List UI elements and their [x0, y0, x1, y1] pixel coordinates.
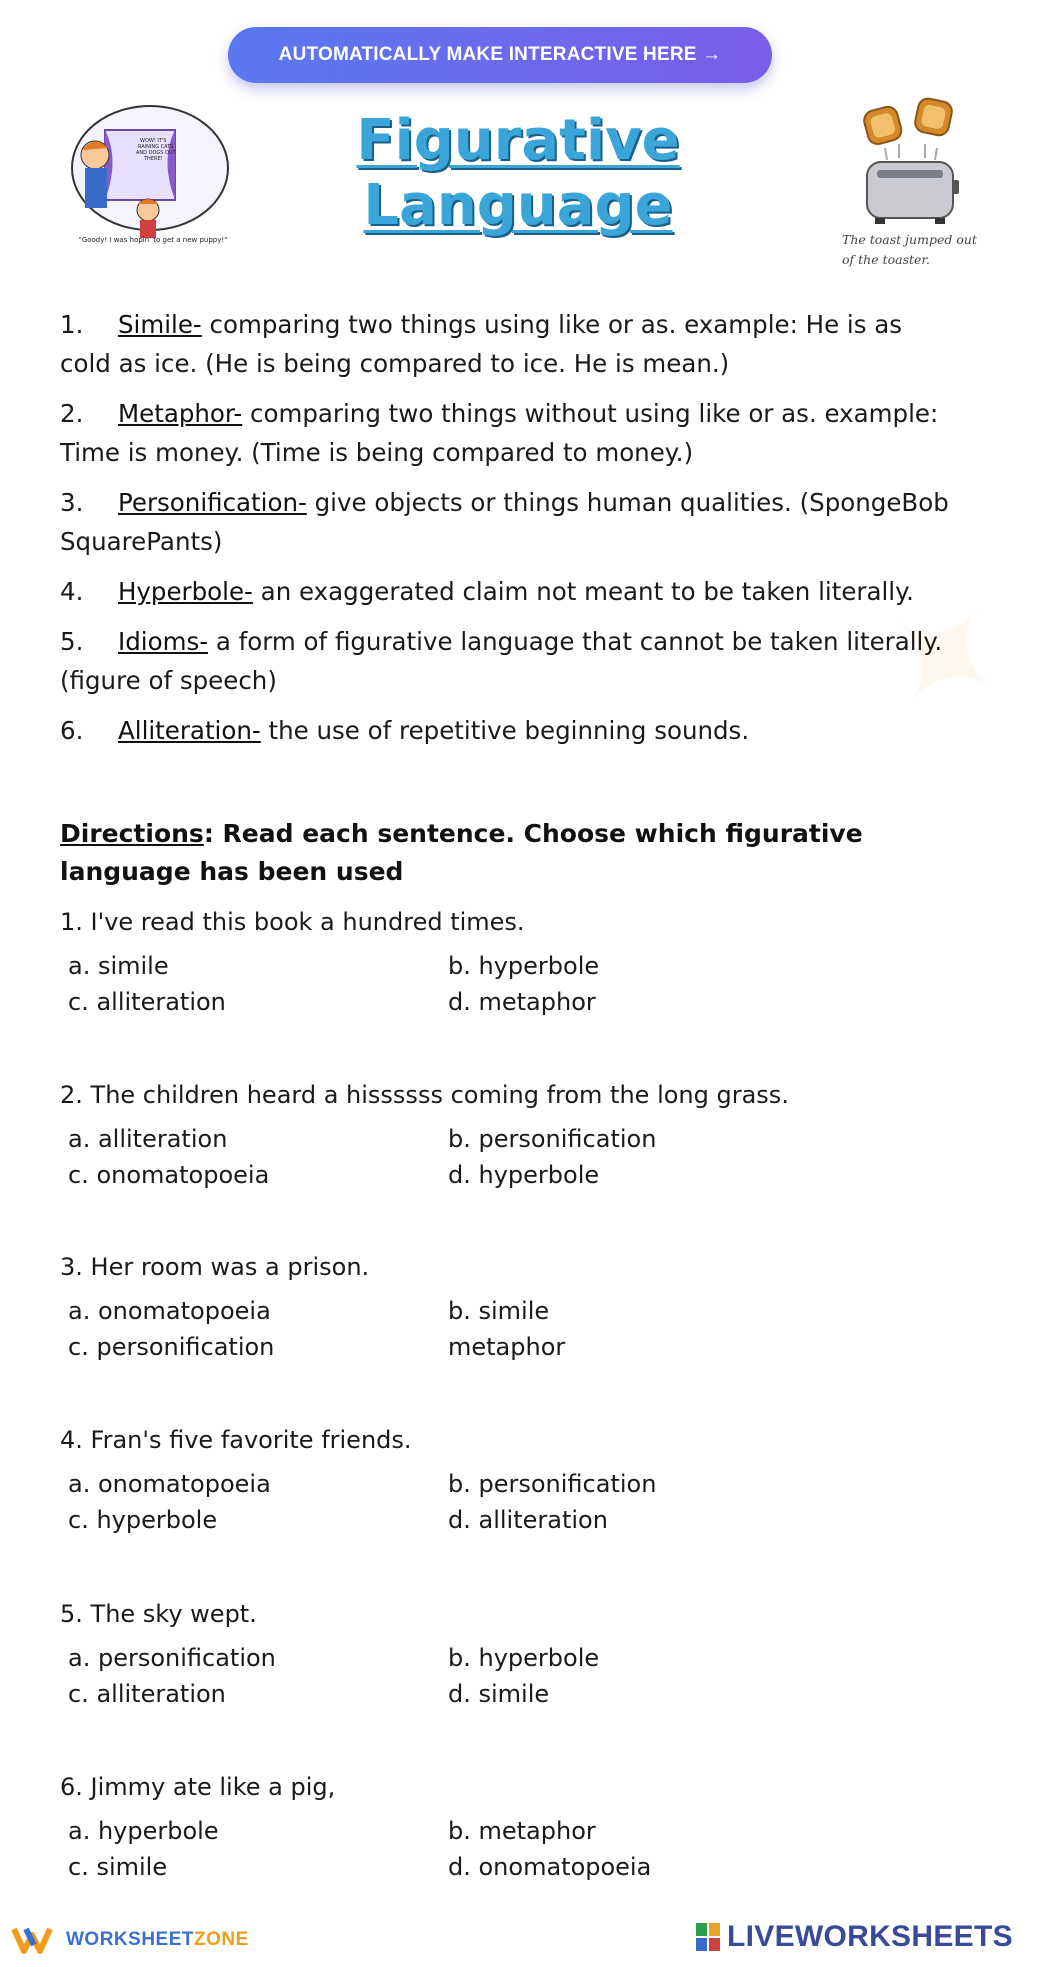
- definition-term: Metaphor-: [118, 399, 243, 428]
- answer-option[interactable]: c. onomatopoeia: [68, 1161, 270, 1189]
- question-text: 2. The children heard a hissssss coming from the long grass.: [60, 1081, 789, 1109]
- watermark: ✦: [820, 536, 1063, 779]
- worksheetzone-brand-a: WORKSHEET: [66, 1929, 194, 1950]
- answer-option[interactable]: c. hyperbole: [68, 1506, 218, 1534]
- answer-option[interactable]: d. simile: [448, 1680, 550, 1708]
- comic-speech: WOW! IT'S RAINING CATS AND DOGS OUT THERE!: [136, 138, 176, 162]
- liveworksheets-logo[interactable]: [695, 1920, 1013, 1954]
- directions-text: : Read each sentence. Choose which figurative language has been used: [60, 819, 863, 886]
- definition-item: [60, 305, 960, 383]
- question-block: [60, 1597, 960, 1711]
- question-block: [60, 905, 960, 1019]
- definition-term: Hyperbole-: [118, 577, 253, 606]
- definition-item: [60, 394, 960, 472]
- comic-illustration: [60, 100, 240, 260]
- definition-item: [60, 622, 960, 700]
- definition-text: give objects or things human qualities. (SpongeBob SquarePants): [60, 488, 949, 556]
- answer-option[interactable]: a. hyperbole: [68, 1817, 219, 1845]
- comic-caption: "Goody! I was hopin' to get a new puppy!": [78, 236, 228, 244]
- worksheetzone-logo[interactable]: [12, 1925, 249, 1955]
- definition-number: 5.: [60, 627, 84, 656]
- definition-text: a form of figurative language that cannot be taken literally. (figure of speech): [60, 627, 943, 695]
- answer-option[interactable]: b. personification: [448, 1470, 657, 1498]
- definition-text: the use of repetitive beginning sounds.: [260, 716, 750, 745]
- directions: [60, 815, 940, 891]
- question-block: [60, 1423, 960, 1537]
- answer-option[interactable]: metaphor: [448, 1333, 566, 1361]
- question-block: [60, 1770, 960, 1884]
- answer-option[interactable]: b. metaphor: [448, 1817, 596, 1845]
- definition-number: 1.: [60, 310, 84, 339]
- worksheetzone-brand-b: ZONE: [194, 1929, 249, 1950]
- answer-option[interactable]: a. alliteration: [68, 1125, 228, 1153]
- make-interactive-button[interactable]: AUTOMATICALLY MAKE INTERACTIVE HERE →: [228, 27, 772, 83]
- answer-option[interactable]: b. hyperbole: [448, 952, 600, 980]
- definition-number: 6.: [60, 716, 84, 745]
- toast-caption: The toast jumped out of the toaster.: [842, 232, 977, 267]
- answer-option[interactable]: b. personification: [448, 1125, 657, 1153]
- question-text: 3. Her room was a prison.: [60, 1253, 370, 1281]
- liveworksheets-icon: [695, 1922, 721, 1952]
- answer-option[interactable]: c. simile: [68, 1853, 168, 1881]
- definition-item: [60, 711, 960, 750]
- definition-item: [60, 572, 960, 611]
- answer-option[interactable]: c. alliteration: [68, 988, 226, 1016]
- answer-option[interactable]: a. onomatopoeia: [68, 1470, 271, 1498]
- definition-text: comparing two things without using like or as. example: Time is money. (Time is being compared to money.): [60, 399, 939, 467]
- answer-option[interactable]: d. metaphor: [448, 988, 596, 1016]
- answer-option[interactable]: d. alliteration: [448, 1506, 608, 1534]
- answer-option[interactable]: c. personification: [68, 1333, 275, 1361]
- worksheetzone-icon: [12, 1925, 58, 1955]
- directions-label: Directions: [60, 819, 204, 848]
- definition-term: Idioms-: [118, 627, 209, 656]
- definition-text: an exaggerated claim not meant to be taken literally.: [252, 577, 914, 606]
- toaster-illustration: [855, 100, 965, 230]
- definition-number: 4.: [60, 577, 84, 606]
- definitions-list: [60, 305, 960, 761]
- definition-number: 2.: [60, 399, 84, 428]
- definition-term: Personification-: [118, 488, 307, 517]
- answer-option[interactable]: b. hyperbole: [448, 1644, 600, 1672]
- question-text: 6. Jimmy ate like a pig,: [60, 1773, 336, 1801]
- answer-option[interactable]: a. simile: [68, 952, 169, 980]
- definition-term: Alliteration-: [118, 716, 261, 745]
- definition-term: Simile-: [118, 310, 202, 339]
- question-text: 4. Fran's five favorite friends.: [60, 1426, 412, 1454]
- answer-option[interactable]: a. personification: [68, 1644, 276, 1672]
- answer-option[interactable]: c. alliteration: [68, 1680, 226, 1708]
- answer-option[interactable]: b. simile: [448, 1297, 550, 1325]
- question-block: [60, 1078, 960, 1192]
- answer-option[interactable]: a. onomatopoeia: [68, 1297, 271, 1325]
- answer-option[interactable]: d. onomatopoeia: [448, 1853, 652, 1881]
- definition-number: 3.: [60, 488, 84, 517]
- page-title: Figurative Language: [356, 108, 680, 238]
- definition-item: [60, 483, 960, 561]
- question-block: [60, 1250, 960, 1364]
- liveworksheets-brand: LIVEWORKSHEETS: [727, 1920, 1013, 1953]
- question-text: 1. I've read this book a hundred times.: [60, 908, 525, 936]
- question-text: 5. The sky wept.: [60, 1600, 257, 1628]
- definition-text: comparing two things using like or as. example: He is as cold as ice. (He is being compared to ice. He is mean.): [60, 310, 903, 378]
- answer-option[interactable]: d. hyperbole: [448, 1161, 600, 1189]
